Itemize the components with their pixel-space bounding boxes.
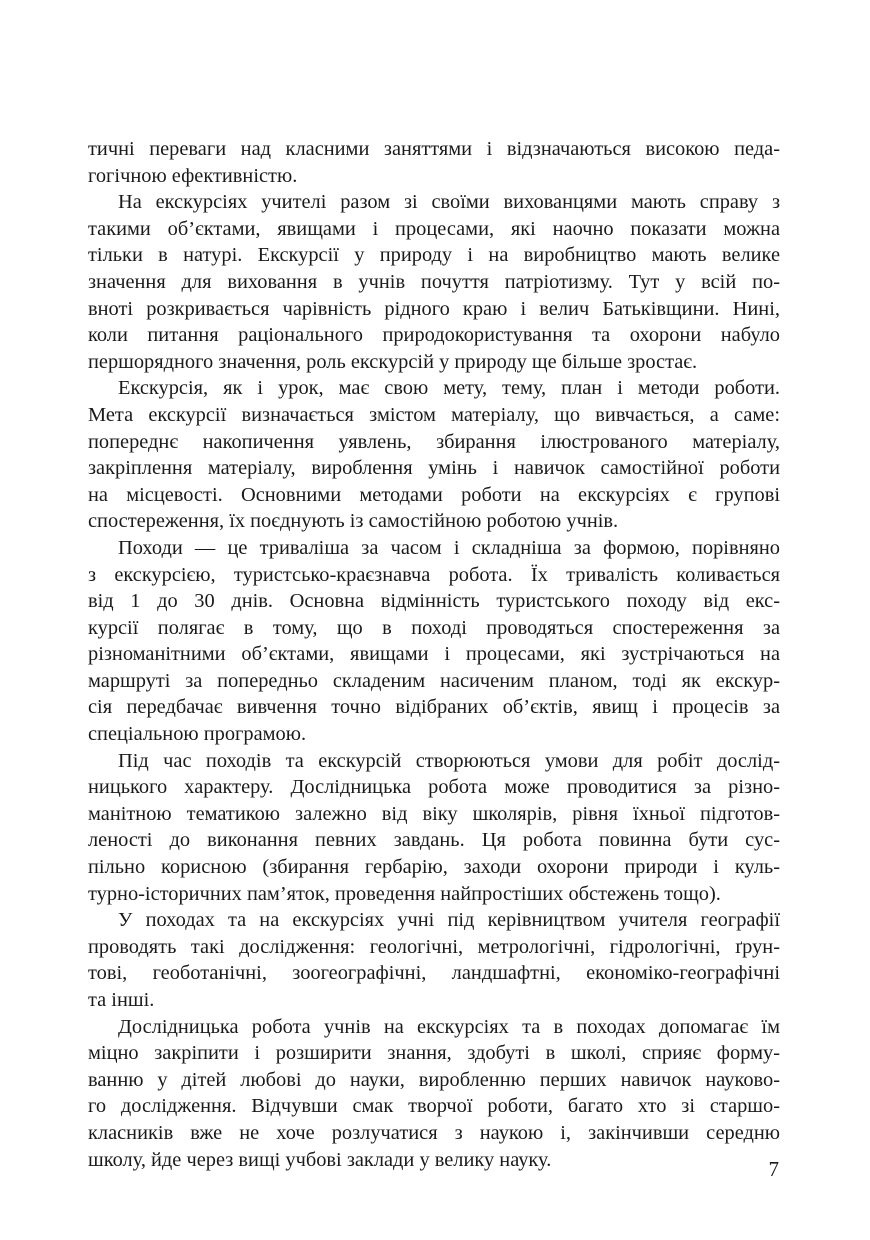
text-line: коли питання раціонального природокористування та охорони набуло	[88, 324, 780, 347]
text-line: та інші.	[88, 989, 155, 1011]
text-line: першорядного значення, роль екскурсій у природу ще більше зростає.	[88, 350, 698, 373]
text-line: значення для виховання в учнів почуття патріотизму. Тут у всій по-	[88, 270, 780, 293]
text-line: з екскурсією, туристсько-краєзнавча робота. Їх тривалість коливається	[88, 563, 780, 586]
text-line: Дослідницька робота учнів на екскурсіях та в походах допомагає їм	[118, 1015, 780, 1038]
text-line: такими об’єктами, явищами і процесами, які наочно показати можна	[88, 217, 780, 240]
paragraph-6	[88, 907, 780, 1013]
text-line: Екскурсія, як і урок, має свою мету, тему, план і методи роботи.	[118, 377, 780, 400]
paragraph-1	[88, 136, 780, 189]
paragraph-5	[88, 748, 780, 908]
text-line: різноманітними об’єктами, явищами і процесами, які зустрічаються на	[88, 643, 780, 666]
text-line: Під час походів та екскурсій створюються умови для робіт дослід-	[118, 749, 780, 772]
text-line: вноті розкривається чарівність рідного краю і велич Батьківщини. Нині,	[88, 297, 780, 320]
text-line: спостереження, їх поєднують із самостійною роботою учнів.	[88, 510, 619, 533]
text-line: сія передбачає вивчення точно відібраних об’єктів, явищ і процесів за	[88, 696, 780, 719]
text-line: Походи — це триваліша за часом і складніша за формою, порівняно	[118, 536, 780, 559]
text-line: На екскурсіях учителі разом зі своїми вихованцями мають справу з	[118, 191, 780, 214]
text-line: манітною тематикою залежно від віку школярів, рівня їхньої підготов-	[88, 802, 780, 825]
text-line: міцно закріпити і розширити знання, здобуті в школі, сприяє форму-	[88, 1042, 780, 1065]
text-line: тові, геоботанічні, зоогеографічні, ландшафтні, економіко-географічні	[88, 962, 780, 985]
text-line: закріплення матеріалу, вироблення умінь і навичок самостійної роботи	[88, 457, 780, 480]
text-line: Мета екскурсії визначається змістом матеріалу, що вивчається, а саме:	[88, 403, 780, 426]
text-line: проводять такі дослідження: геологічні, метрологічні, гідрологічні, ґрун-	[88, 935, 780, 958]
text-line: маршруті за попередньо складеним насиченим планом, тоді як екскур-	[88, 669, 780, 692]
page-number: 7	[768, 1157, 779, 1181]
text-line: У походах та на екскурсіях учні під керівництвом учителя географії	[118, 909, 780, 932]
text-line: від 1 до 30 днів. Основна відмінність туристського походу від екс-	[88, 590, 780, 613]
text-line: ванню у дітей любові до науки, виробленню перших навичок науково-	[88, 1068, 780, 1091]
paragraph-4	[88, 535, 780, 748]
text-line: пільно корисною (збирання гербарію, заходи охорони природи і куль-	[88, 856, 780, 879]
text-line: попереднє накопичення уявлень, збирання ілюстрованого матеріалу,	[88, 430, 780, 453]
paragraph-7	[88, 1014, 780, 1174]
text-line: класників вже не хоче розлучатися з наукою і, закінчивши середню	[88, 1121, 780, 1144]
paragraph-3	[88, 375, 780, 535]
text-line: гогічною ефективністю.	[88, 164, 298, 187]
page-body	[88, 136, 780, 1173]
text-line: турно-історичних пам’яток, проведення найпростіших обстежень тощо).	[88, 882, 721, 905]
text-line: спеціальною програмою.	[88, 723, 307, 746]
text-line: леності до виконання певних завдань. Ця робота повинна бути сус-	[88, 829, 780, 852]
text-line: школу, йде через вищі учбові заклади у велику науку.	[88, 1148, 552, 1171]
text-line: го дослідження. Відчувши смак творчої роботи, багато хто зі старшо-	[88, 1095, 780, 1118]
text-line: ницького характеру. Дослідницька робота може проводитися за різно-	[88, 776, 780, 799]
text-line: курсії полягає в тому, що в поході проводяться спостереження за	[88, 616, 780, 639]
text-line: на місцевості. Основними методами роботи на екскурсіях є групові	[88, 483, 780, 506]
paragraph-2	[88, 189, 780, 375]
text-line: тичні переваги над класними заняттями і відзначаються високою педа-	[88, 138, 780, 160]
text-line: тільки в натурі. Екскурсії у природу і на виробництво мають велике	[88, 244, 780, 267]
